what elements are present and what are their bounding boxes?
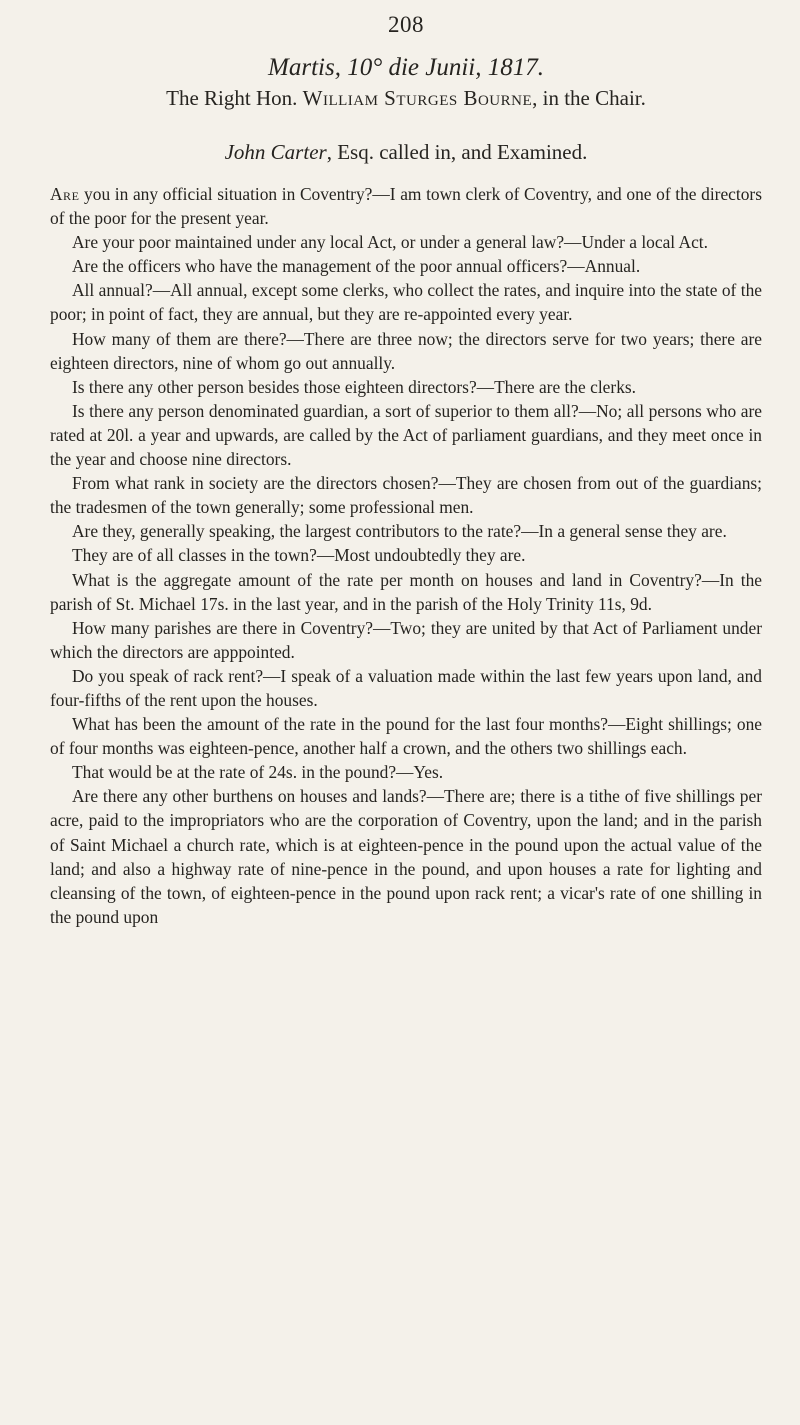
paragraph-text: That would be at the rate of 24s. in the pound?—Yes. [72,762,444,783]
testimony-paragraph [50,664,762,712]
paragraph-text: Are they, generally speaking, the largest contributors to the rate?—In a general sense they are. [72,521,727,542]
paragraph-text: Do you speak of rack rent?—I speak of a valuation made within the last few years upon land, and four-fifths of the rent upon the houses. [50,665,762,710]
chair-line [50,84,762,112]
page-number: 208 [388,12,424,37]
paragraph-text: How many of them are there?—There are three now; the directors serve for two years; there are eighteen directors, nine of whom go out annually. [50,328,762,373]
paragraph-text: What is the aggregate amount of the rate per month on houses and land in Coventry?—In the parish of St. Michael 17s. in the last year, and in the parish of the Holy Trinity 11s, 9d. [50,569,762,614]
paragraph-text: you in any official situation in Coventry?—I am town clerk of Coventry, and one of the directors of the poor for the present year. [50,184,762,229]
paragraph-text: Are the officers who have the management of the poor annual officers?—Annual. [72,256,641,277]
testimony-paragraph [50,712,762,760]
paragraph-text: They are of all classes in the town?—Most undoubtedly they are. [72,545,526,566]
paragraph-lead-word: Are [50,184,80,204]
dateline: Martis, 10° die Junii, 1817. [268,54,544,81]
chair-prefix: The Right Hon. [166,86,298,110]
paragraph-text: Is there any other person besides those eighteen directors?—There are the clerks. [72,376,636,397]
testimony-paragraph [50,375,762,399]
paragraph-text: All annual?—All annual, except some clerks, who collect the rates, and inquire into the state of the poor; in point of fact, they are annual, but they are re-appointed every year. [50,280,762,325]
testimony-paragraph [50,399,762,471]
chair-name: William Sturges Bourne [302,86,533,110]
paragraph-text: From what rank in society are the directors chosen?—They are chosen from out of the guardians; the tradesmen of the town generally; some professional men. [50,473,762,518]
testimony-paragraph [50,568,762,616]
testimony-paragraph [50,543,762,567]
paragraph-text: How many parishes are there in Coventry?—Two; they are united by that Act of Parliament under which the directors are apppointed. [50,617,762,662]
paragraph-text: What has been the amount of the rate in the pound for the last four months?—Eight shillings; one of four months was eighteen-pence, another half a crown, and the others two shillings each. [50,714,762,759]
witness-line [50,138,762,166]
paragraph-text: Are there any other burthens on houses and lands?—There are; there is a tithe of five shillings per acre, paid to the impropriators who are the corporation of Coventry, upon the land; and in the parish of Saint Michael a church rate, which is at eighteen-pence in the pound upon the actual value of the land; and also a highway rate of nine-pence in the pound, and upon houses a rate for lighting and cleansing of the town, of eighteen-pence in the pound upon rack rent; a vicar's rate of one shilling in the pound upon [50,786,762,927]
testimony-paragraph [50,327,762,375]
testimony-paragraph [50,230,762,254]
testimony-paragraph [50,519,762,543]
testimony-paragraph [50,182,762,230]
testimony-paragraph [50,760,762,784]
paragraph-text: Is there any person denominated guardian, a sort of superior to them all?—No; all persons who are rated at 20l. a year and upwards, are called by the Act of parliament guardians, and they meet once in the year and choose nine directors. [50,400,762,470]
testimony-body [50,182,762,929]
chair-suffix: , in the Chair. [532,86,646,110]
testimony-paragraph [50,784,762,929]
paragraph-text: Are your poor maintained under any local Act, or under a general law?—Under a local Act. [72,232,708,253]
testimony-paragraph [50,278,762,326]
testimony-paragraph [50,471,762,519]
testimony-paragraph [50,616,762,664]
witness-rest: , Esq. called in, and Examined. [326,140,588,164]
testimony-paragraph [50,254,762,278]
witness-name: John Carter [224,140,327,164]
